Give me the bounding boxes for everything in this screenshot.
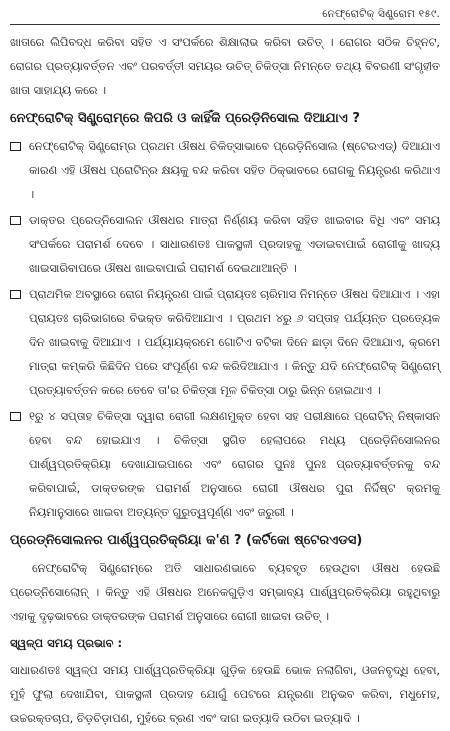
section1-heading: ନେଫ୍ରୋଟିକ୍ ସିଣ୍ଡ୍ରୋମ୍‌ରେ କିପରି ଓ କାହିଁକି ପ୍ରେଡ଼ିନିସୋଲ ଦିଆଯାଏ ? <box>10 111 360 126</box>
subsection-paragraph: ସାଧାରଣତଃ ସ୍ୱଳ୍ପ ସମୟ ପାର୍ଶ୍ୱପ୍ରତିକ୍ରିୟା ଗୁଡ଼ିକ ହେଉଛି ଭୋକ ନଲାଗିବା, ଓଜନବୃଦ୍ଧି ହେବା, ମୁହଁ ଫୁଲା ଦେଖାଯିବା, ପାକସ୍ଥଳୀ ପ୍ରଦାହ ଯୋଗୁଁ ପେଟରେ ଯନ୍ତ୍ରଣା ଅନୁଭବ କରିବା, ମଧୁମେହ, ଉଚ୍ଚରକ୍ତଚାପ, ଚିଡ଼ଚିଡ଼ାପଣ, ମୁହଁରେ ବ୍ରଣ ଏବଂ ଦାଗ ଇତ୍ୟାଦି ଉଠିବା ଇତ୍ୟାଦି । <box>10 664 440 725</box>
checkbox-bullet-icon <box>10 412 21 421</box>
bullet-text: ୧ରୁ ୪ ସପ୍ତାହ ଚିକିତ୍ସା ଦ୍ୱାରା ରୋଗୀ ଲକ୍ଷଣମୁକ୍ତ ହେବା ସହ ପରୀକ୍ଷାରେ ପ୍ରୋଟିନ୍ ନିଷ୍କାସନ ହେବା ବନ୍ଦ ହୋଇଯାଏ । ଚିକିତ୍ସା ସ୍ଥଗିତ ହେଲାପରେ ମଧ୍ୟ ପ୍ରେଡ଼ିନିସୋଲନର ପାର୍ଶ୍ୱପ୍ରତିକ୍ରିୟା ଦେଖାଯାଇପାରେ ଏବଂ ରୋଗର ପୁନଃ ପୁନଃ ପ୍ରତ୍ୟାବର୍ତ୍ତନକୁ ବନ୍ଦ କରିବାପାଇଁ, ଡାକ୍ତରଙ୍କ ପରାମର୍ଶ ଅନୁସାରେ ରୋଗୀ ଔଷଧର ପୁରା ନିର୍ଦ୍ଦିଷ୍ଟ କ୍ରମକୁ ନିୟମାନୁସାରେ ଖାଇବା ଅତ୍ୟନ୍ତ ଗୁରୁତ୍ୱପୂର୍ଣ୍ଣ ଏବଂ ଜରୁରୀ । <box>29 410 440 519</box>
page-header <box>10 6 440 22</box>
bullet-text: ଡାକ୍ତର ପ୍ରେଡ୍‌ନିସୋଲନ ଔଷଧର ମାତ୍ରା ନିର୍ଣ୍ଣୟ କରିବା ସହିତ ଖାଇବାର ବିଧି ଏବଂ ସମୟ ସଂପର୍କରେ ପରାମର୍ଶ ଦେବେ । ସାଧାରଣତଃ ପାକସ୍ଥଳୀ ପ୍ରଦାହକୁ ଏଡାଇବାପାଇଁ ରୋଗୀକୁ ଖାଦ୍ୟ ଖାଇସାରିବାପରେ ଔଷଧ ଖାଇବାପାଇଁ ପରାମର୍ଶ ଦେଇଥାଆନ୍ତି । <box>29 214 440 275</box>
bullet-item <box>10 209 440 281</box>
intro-paragraph: ଖାତାରେ ଲିପିବଦ୍ଧ କରିବା ସହିତ ଏ ସଂପର୍କରେ ଶିକ୍ଷାଲାଭ କରିବା ଉଚିତ୍ । ରୋଗର ସଠିକ ଚିହ୍ନଟ, ରୋଗର ପ୍ରତ୍ୟାବର୍ତ୍ତନ ଏବଂ ପରବର୍ତ୍ତୀ ସମୟର ଉଚିତ୍ ଚିକିତ୍ସା ନିମନ୍ତେ ତଥ୍ୟ ବିବରଣୀ ସଂଗୃହୀତ ଖାତା ସାହାଯ୍ୟ କରେ । <box>10 36 440 97</box>
bullet-text: ପ୍ରାଥମିକ ଅବସ୍ଥାରେ ରୋଗ ନିୟନ୍ତ୍ରଣ ପାଇଁ ପ୍ରାୟତଃ ଚାରିମାସ ନିମନ୍ତେ ଔଷଧ ଦିଆଯାଏ । ଏହା ପ୍ରାୟତଃ ଚାରିଭାଗରେ ବିଭକ୍ତ କରିଦିଆଯାଏ । ପ୍ରଥମ ୪ରୁ ୬ ସପ୍ତାହ ପର୍ଯ୍ୟନ୍ତ ପ୍ରତ୍ୟେକ ଦିନ ଖାଇବାକୁ ଦିଆଯାଏ । ପର୍ଯ୍ୟାୟକ୍ରମେ ଗୋଟିଏ ବଟିକା ଦିନେ ଛାଡ଼ା ଦିନେ ଦିଆଯାଏ, କ୍ରମେ ମାତ୍ରା କମ୍‌କରି କିଛିଦିନ ପରେ ସଂପୂର୍ଣ୍ଣ ବନ୍ଦ କରିଦିଆଯାଏ । କିନ୍ତୁ ଯଦି ନେଫ୍ରୋଟିକ୍ ସିଣ୍ଡ୍ରୋମ୍ ପ୍ରତ୍ୟାବର୍ତ୍ତନ କରେ ତେବେ ତା'ର ଚିକିତ୍ସା ମୂଳ ଚିକିତ୍ସା ଠାରୁ ଭିନ୍ନ ହୋଇଥାଏ । <box>29 288 440 397</box>
bullet-item <box>10 135 440 207</box>
bullet-text: ନେଫ୍ରୋଟିକ୍ ସିଣ୍ଡ୍ରୋମ୍‌ର ପ୍ରଥମ ଔଷଧ ଚିକିତ୍ସାଭାବେ ପ୍ରେଡ଼ିନିସୋଲ (ଷ୍ଟେରଏଡ୍) ଦିଆଯାଏ କାରଣ ଏହି ଔଷଧ ପ୍ରୋଟିନ୍‌ର କ୍ଷୟକୁ ବନ୍ଦ କରିବା ସହିତ ଠିକ୍‌ଭାବରେ ରୋଗକୁ ନିୟନ୍ତ୍ରଣ କରିଥାଏ । <box>29 140 440 201</box>
section2-paragraph: ନେଫ୍ରୋଟିକ୍ ସିଣ୍ଡ୍ରୋମ୍‌ରେ ଅତି ସାଧାରଣଭାବେ ବ୍ୟବହୃତ ହେଉଥିବା ଔଷଧ ହେଉଛି ପ୍ରେଡ୍‌ନିସୋଲୋନ୍ । କିନ୍ତୁ ଏହି ଔଷଧର ଅନେକଗୁଡ଼ିଏ ସମ୍ଭାବ୍ୟ ପାର୍ଶ୍ୱପ୍ରତିକ୍ରିୟା ରହୁଥିବାରୁ ଏହାକୁ ଦୃଢ଼ଭାବରେ ଡାକ୍ତରଙ୍କ ପରାମର୍ଶ ଅନୁସାରେ ରୋଗୀ ଖାଇବା ଉଚିତ୍ । <box>10 562 440 623</box>
header-rule <box>10 24 440 25</box>
subheading: ସ୍ୱଳ୍ପ ସମୟ ପ୍ରଭାବ : <box>10 636 123 650</box>
section2-heading: ପ୍ରେଡ୍‌ନିସୋଲନର ପାର୍ଶ୍ୱପ୍ରତିକ୍ରିୟା କ'ଣ ? (କର୍ଟିକୋ ଷ୍ଟେରଏଡସ) <box>10 533 363 548</box>
checkbox-bullet-icon <box>10 216 21 225</box>
checkbox-bullet-icon <box>10 290 21 299</box>
running-title: ନେଫ୍ରୋଟିକ୍ ସିଣ୍ଡ୍ରୋମ ୧୫୯. <box>322 8 440 20</box>
checkbox-bullet-icon <box>10 142 21 151</box>
bullet-item <box>10 405 440 525</box>
bullet-item <box>10 283 440 403</box>
